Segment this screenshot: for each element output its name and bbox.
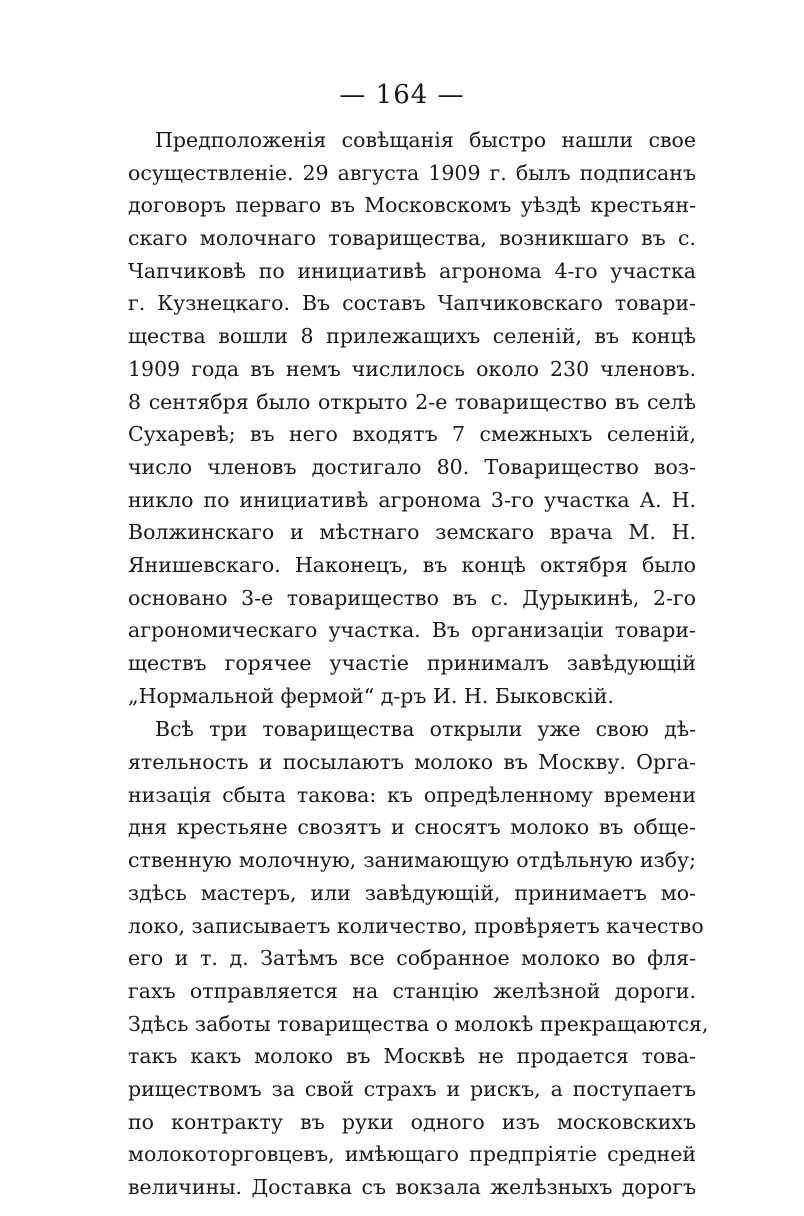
text-line: никло по инициативѣ агронома 3-го участка А. Н. bbox=[128, 487, 696, 512]
text-line: 8 сентября было открыто 2-е товарищество въ селѣ bbox=[128, 389, 696, 414]
text-line: г. Кузнецкаго. Въ составъ Чапчиковскаго товари- bbox=[128, 291, 696, 316]
text-line: локо, записываетъ количество, провѣряетъ качество bbox=[128, 913, 704, 938]
text-line: гахъ отправляется на станцію желѣзной дороги. bbox=[128, 978, 696, 1003]
text-line: осуществленіе. 29 августа 1909 г. былъ подписанъ bbox=[128, 160, 696, 185]
text-line: здѣсь мастеръ, или завѣдующій, принимаетъ мо- bbox=[128, 880, 696, 905]
text-line: Сухаревѣ; въ него входятъ 7 смежныхъ селеній, bbox=[128, 422, 696, 447]
text-line: скаго молочнаго товарищества, возникшаго въ с. bbox=[128, 226, 696, 251]
text-line: число членовъ достигало 80. Товарищество воз- bbox=[128, 454, 696, 479]
text-line: щества вошли 8 прилежащихъ селеній, въ концѣ bbox=[128, 324, 696, 349]
text-line: „Нормальной фермой“ д-ръ И. Н. Быковскій. bbox=[128, 683, 614, 708]
text-line: Предположенія совѣщанія быстро нашли свое bbox=[155, 128, 696, 152]
text-line: по контракту въ руки одного изъ московскихъ bbox=[128, 1109, 696, 1134]
text-line: риществомъ за свой страхъ и рискъ, а поступаетъ bbox=[128, 1076, 696, 1101]
page-number: — 164 — bbox=[339, 80, 465, 110]
body-text bbox=[128, 124, 709, 1204]
text-line: ятельность и посылаютъ молоко въ Москву. Орга- bbox=[128, 750, 696, 775]
text-line: низація сбыта такова: къ опредѣленному времени bbox=[128, 782, 696, 807]
text-line: величины. Доставка съ вокзала желѣзныхъ дорогъ bbox=[128, 1175, 696, 1199]
text-line: Янишевскаго. Наконецъ, въ концѣ октября было bbox=[128, 552, 696, 577]
text-line: его и т. д. Затѣмъ все собранное молоко во фля- bbox=[128, 946, 696, 971]
text-line: Здѣсь заботы товарищества о молокѣ прекращаются, bbox=[128, 1011, 709, 1036]
text-line: Всѣ три товарищества открыли уже свою дѣ- bbox=[155, 717, 696, 742]
text-line: такъ какъ молоко въ Москвѣ не продается това- bbox=[128, 1044, 696, 1069]
text-line: агрономическаго участка. Въ организаціи товари- bbox=[128, 618, 696, 643]
text-line: ственную молочную, занимающую отдѣльную избу; bbox=[128, 848, 696, 873]
paragraph-2 bbox=[128, 713, 709, 1203]
text-line: молокоторговцевъ, имѣющаго предпріятіе средней bbox=[128, 1142, 696, 1167]
text-line: 1909 года въ немъ числилось около 230 членовъ. bbox=[128, 356, 696, 381]
text-line: договоръ перваго въ Московскомъ уѣздѣ крестьян- bbox=[128, 193, 696, 218]
text-line: ществъ горячее участіе принималъ завѣдующій bbox=[128, 651, 696, 675]
text-line: основано 3-е товарищество въ с. Дурыкинѣ, 2-го bbox=[128, 585, 696, 610]
text-line: Чапчиковѣ по инициативѣ агронома 4-го участка bbox=[128, 258, 696, 283]
text-line: дня крестьяне свозятъ и сносятъ молоко въ обще- bbox=[128, 815, 696, 840]
text-line: Волжинскаго и мѣстнаго земскаго врача М. Н. bbox=[128, 520, 696, 545]
paragraph-1 bbox=[128, 124, 696, 712]
